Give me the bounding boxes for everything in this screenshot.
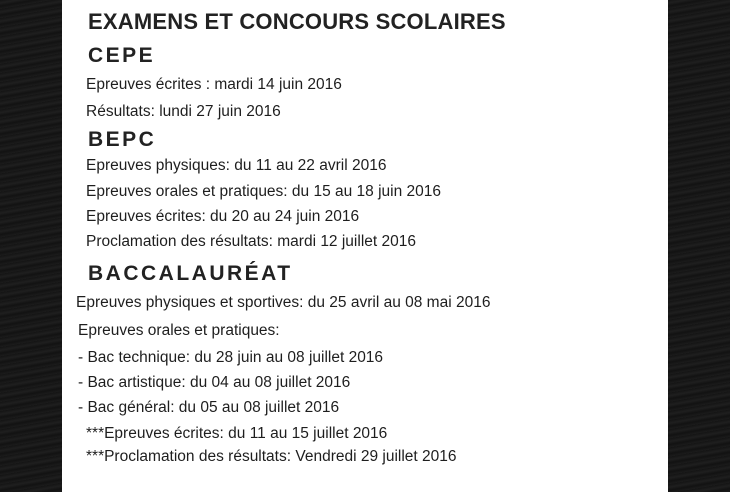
- section-heading-cepe: CEPE: [88, 44, 156, 67]
- bac-line-technique: - Bac technique: du 28 juin au 08 juillet 2016: [78, 349, 384, 366]
- bepc-line-physical-exams: Epreuves physiques: du 11 au 22 avril 2016: [86, 157, 387, 174]
- section-heading-baccalaureat: BACCALAURÉAT: [88, 262, 293, 285]
- bac-line-oral-practical: Epreuves orales et pratiques:: [78, 322, 280, 339]
- dark-border-left: [0, 0, 62, 492]
- cepe-line-results: Résultats: lundi 27 juin 2016: [86, 103, 281, 120]
- bac-line-artistique: - Bac artistique: du 04 au 08 juillet 2016: [78, 374, 351, 391]
- notice-title: EXAMENS ET CONCOURS SCOLAIRES: [88, 9, 506, 34]
- bepc-line-results: Proclamation des résultats: mardi 12 juillet 2016: [86, 233, 416, 250]
- section-heading-bepc: BEPC: [88, 128, 157, 151]
- cepe-line-written-exams: Epreuves écrites : mardi 14 juin 2016: [86, 76, 342, 93]
- bac-line-written-exams: ***Epreuves écrites: du 11 au 15 juillet 2016: [86, 425, 388, 442]
- bac-line-results: ***Proclamation des résultats: Vendredi 29 juillet 2016: [86, 448, 457, 465]
- bac-line-general: - Bac général: du 05 au 08 juillet 2016: [78, 399, 340, 416]
- bepc-line-oral-practical: Epreuves orales et pratiques: du 15 au 18 juin 2016: [86, 183, 442, 200]
- bac-line-physical-sports: Epreuves physiques et sportives: du 25 avril au 08 mai 2016: [76, 294, 491, 311]
- dark-border-right: [668, 0, 730, 492]
- notice-paper: [62, 0, 668, 492]
- bepc-line-written-exams: Epreuves écrites: du 20 au 24 juin 2016: [86, 208, 360, 225]
